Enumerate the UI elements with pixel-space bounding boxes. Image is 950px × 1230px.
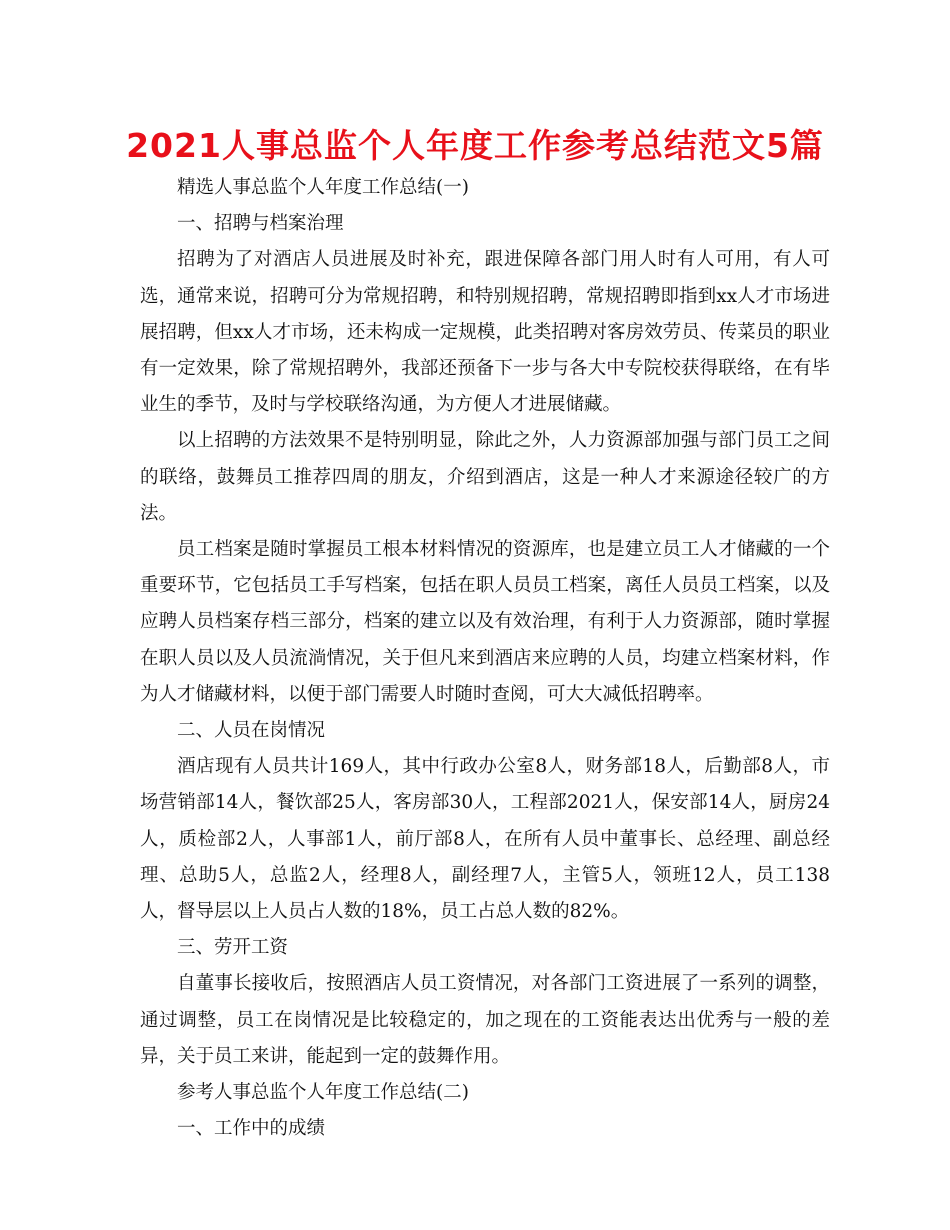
section-heading: 精选人事总监个人年度工作总结(一) xyxy=(177,177,469,198)
body-paragraph: 招聘为了对酒店人员进展及时补充，跟进保障各部门用人时有人可用，有人可选，通常来说，招聘可分为常规招聘，和特别规招聘，常规招聘即指到xx人才市场进展招聘，但xx人才市场，还未构成一定规模，此类招聘对客房效劳员、传菜员的职业有一定效果，除了常规招聘外，我部还预备下一步与各大中专院校获得联络，在有毕业生的季节，及时与学校联络沟通，为方便人才进展储藏。 xyxy=(140,249,830,416)
body-paragraph: 自董事长接收后，按照酒店人员工资情况，对各部门工资进展了一系列的调整，通过调整，员工在岗情况是比较稳定的，加之现在的工资能表达出优秀与一般的差异，关于员工来讲，能起到一定的鼓舞作用。 xyxy=(140,973,830,1067)
section-heading: 参考人事总监个人年度工作总结(二) xyxy=(177,1082,469,1104)
body-paragraph: 酒店现有人员共计169人，其中行政办公室8人，财务部18人，后勤部8人，市场营销部14人，餐饮部25人，客房部30人，工程部2021人，保安部14人，厨房24人，质检部2人，人事部1人，前厅部8人，在所有人员中董事长、总经理、副总经理、总助5人，总监2人，经理8人，副经理7人，主管5人，领班12人，员工138人，督导层以上人员占人数的18%，员工占总人数的82%。 xyxy=(140,756,830,923)
section-heading: 二、人员在岗情况 xyxy=(177,720,326,742)
section-heading: 一、工作中的成绩 xyxy=(177,1118,326,1140)
body-paragraph: 员工档案是随时掌握员工根本材料情况的资源库，也是建立员工人才储藏的一个重要环节，它包括员工手写档案，包括在职人员员工档案，离任人员员工档案，以及应聘人员档案存档三部分，档案的建立以及有效治理，有利于人力资源部，随时掌握在职人员以及人员流淌情况，关于但凡来到酒店来应聘的人员，均建立档案材料，作为人才储藏材料，以便于部门需要人时随时查阅，可大大减低招聘率。 xyxy=(140,539,830,705)
section-heading: 三、劳开工资 xyxy=(177,937,289,959)
body-paragraph: 以上招聘的方法效果不是特别明显，除此之外，人力资源部加强与部门员工之间的联络，鼓舞员工推荐四周的朋友，介绍到酒店，这是一种人才来源途径较广的方法。 xyxy=(140,430,830,524)
section-heading: 一、招聘与档案治理 xyxy=(177,213,344,235)
document-body xyxy=(140,170,830,1147)
document-title: 2021人事总监个人年度工作参考总结范文5篇 xyxy=(126,126,824,165)
